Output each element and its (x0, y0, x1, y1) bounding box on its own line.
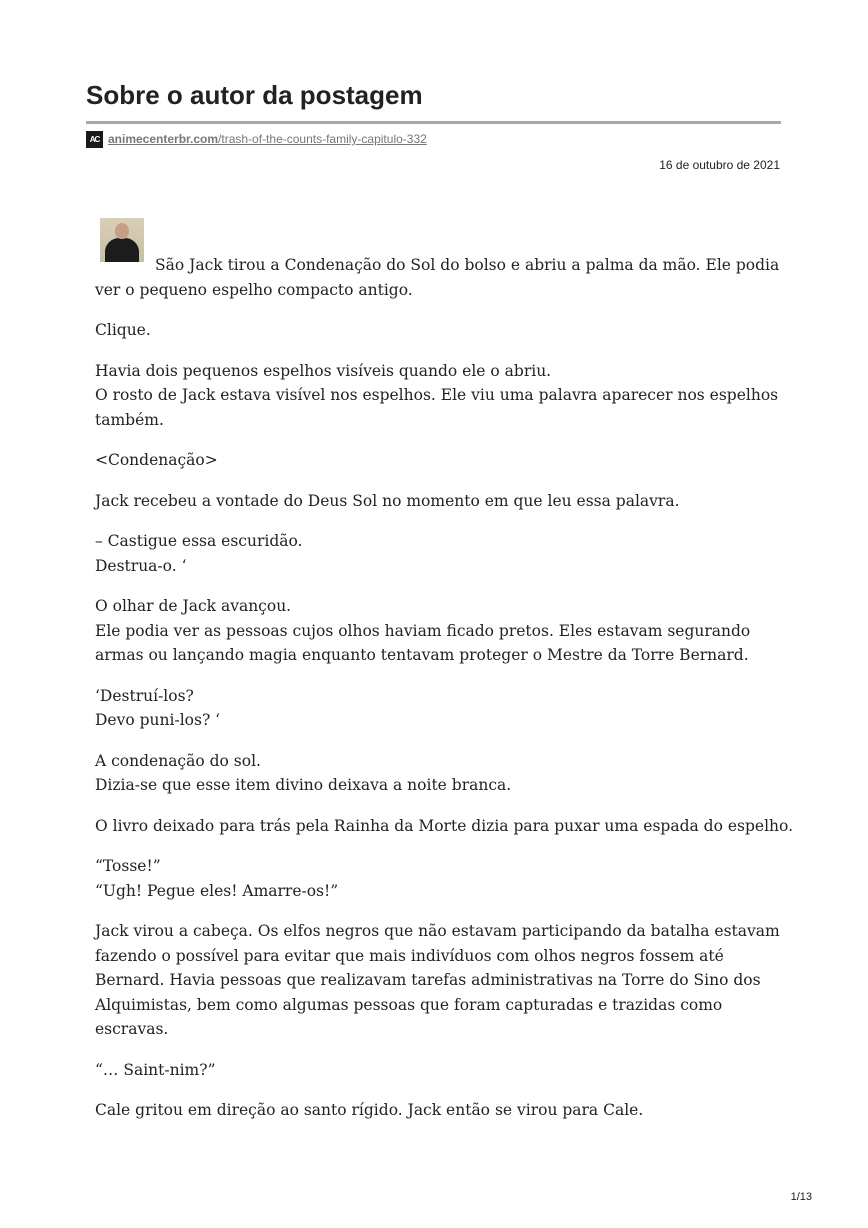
paragraph-line: Jack virou a cabeça. Os elfos negros que não estavam participando da batalha estavam fazendo o possível para evitar que mais indivíduos com olhos negros fossem até Bernard. Havia pessoas que realizavam tarefas administrativas na Torre do Sino dos Alquimistas, bem como algumas pessoas que foram capturadas e trazidas como escravas. (95, 922, 780, 1038)
site-favicon-icon: AC (86, 131, 103, 148)
article-paragraph (95, 749, 795, 798)
paragraph-line: Havia dois pequenos espelhos visíveis quando ele o abriu. (95, 361, 552, 380)
paragraph-line: – Castigue essa escuridão. (95, 532, 303, 550)
paragraph-line: São Jack tirou a Condenação do Sol do bolso e abriu a palma da mão. Ele podia ver o pequeno espelho compacto antigo. (95, 256, 780, 299)
article-body (95, 253, 795, 1139)
article-paragraph (95, 1098, 795, 1123)
source-domain: animecenterbr.com (108, 132, 219, 146)
title-divider (86, 121, 781, 124)
paragraph-line: Ele podia ver as pessoas cujos olhos haviam ficado pretos. Eles estavam segurando armas ou lançando magia enquanto tentavam proteger o Mestre da Torre Bernard. (95, 621, 751, 664)
article-paragraph (95, 448, 795, 473)
paragraph-line: Devo puni-los? ‘ (95, 711, 221, 729)
source-link[interactable] (108, 132, 427, 146)
paragraph-line: Destrua-o. ‘ (95, 556, 187, 575)
article-paragraph (95, 594, 795, 668)
page-number: 1/13 (790, 1191, 812, 1203)
article-paragraph (95, 489, 795, 514)
page-title: Sobre o autor da postagem (86, 80, 423, 110)
article-paragraph (95, 529, 795, 578)
source-line (86, 130, 427, 148)
paragraph-line: <Condenação> (95, 451, 218, 469)
paragraph-line: O rosto de Jack estava visível nos espelhos. Ele viu uma palavra aparecer nos espelhos também. (95, 386, 779, 429)
paragraph-line: Dizia-se que esse item divino deixava a noite branca. (95, 776, 512, 794)
paragraph-line: “Tosse!” (95, 857, 161, 875)
paragraph-line: “… Saint-nim?” (95, 1060, 216, 1079)
paragraph-line: A condenação do sol. (95, 751, 261, 770)
paragraph-line: Clique. (95, 321, 151, 339)
post-date: 16 de outubro de 2021 (659, 158, 780, 172)
article-paragraph (95, 1058, 795, 1083)
paragraph-line: Cale gritou em direção ao santo rígido. Jack então se virou para Cale. (95, 1101, 644, 1119)
paragraph-line: ‘Destruí-los? (95, 686, 194, 705)
article-paragraph (95, 854, 795, 903)
article-paragraph (95, 814, 795, 839)
article-paragraph (95, 684, 795, 733)
avatar-head (115, 223, 129, 239)
article-paragraph (95, 919, 795, 1042)
paragraph-line: O livro deixado para trás pela Rainha da Morte dizia para puxar uma espada do espelho. (95, 816, 793, 835)
article-paragraph (95, 253, 795, 302)
paragraph-line: “Ugh! Pegue eles! Amarre-os!” (95, 881, 339, 900)
paragraph-line: O olhar de Jack avançou. (95, 597, 292, 615)
article-paragraph (95, 318, 795, 343)
paragraph-line: Jack recebeu a vontade do Deus Sol no momento em que leu essa palavra. (95, 491, 680, 510)
source-path: /trash-of-the-counts-family-capitulo-332 (218, 132, 427, 146)
article-paragraph (95, 359, 795, 433)
